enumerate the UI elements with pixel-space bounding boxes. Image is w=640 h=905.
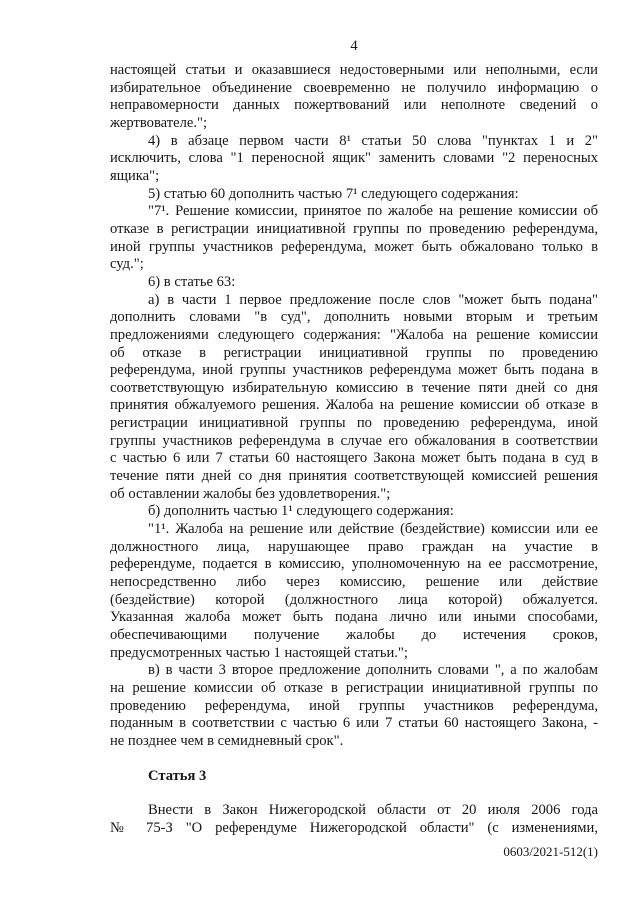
amendment-point-6 bbox=[110, 274, 598, 292]
text-line: суд."; bbox=[110, 256, 144, 273]
text-line: референдуме, подается в комиссию, уполномоченную на ее рассмотрение, bbox=[110, 556, 598, 573]
text-line: "7¹. Решение комиссии, принятое по жалобе на решение комиссии об bbox=[148, 203, 598, 220]
text-line: предусмотренных частью 1 настоящей статьи."; bbox=[110, 644, 408, 661]
text-line: отказе в регистрации инициативной группы по проведению референдума, bbox=[110, 220, 598, 237]
text-line: б) дополнить частью 1¹ следующего содержания: bbox=[148, 503, 454, 520]
text-line: об отказе в регистрации инициативной группы по проведению bbox=[110, 344, 598, 361]
text-line: группы участников референдума в случае его обжалования в соответствии bbox=[110, 432, 598, 449]
text-line: непосредственно либо через комиссию, решение или действие bbox=[110, 574, 598, 591]
paragraph-continuation bbox=[110, 62, 598, 133]
text-line: предложениями следующего содержания: "Жалоба на решение комиссии bbox=[110, 326, 598, 343]
page-number: 4 bbox=[350, 38, 358, 54]
quoted-part-7-1 bbox=[110, 203, 598, 274]
text-line: исключить, слова "1 переносной ящик" заменить словами "2 переносных bbox=[110, 150, 598, 167]
text-line: избирательное объединение своевременно не получило информацию о bbox=[110, 79, 598, 96]
text-line: регистрации инициативной группы по проведению референдума, иной bbox=[110, 415, 598, 432]
article-3-paragraph bbox=[110, 802, 598, 837]
document-body bbox=[110, 62, 598, 838]
subpoint-a bbox=[110, 292, 598, 504]
text-line: дополнить словами "в суд", дополнить новыми вторым и третьим bbox=[110, 309, 598, 326]
text-line: № 75-З "О референдуме Нижегородской области" (с изменениями, bbox=[110, 819, 598, 836]
text-line: об оставлении жалобы без удовлетворения."; bbox=[110, 485, 391, 502]
amendment-point-4 bbox=[110, 133, 598, 186]
text-line: 4) в абзаце первом части 8¹ статьи 50 слова "пунктах 1 и 2" bbox=[148, 132, 598, 149]
text-line: обеспечивающими получение жалобы до истечения сроков, bbox=[110, 627, 598, 643]
text-line: 5) статью 60 дополнить частью 7¹ следующего содержания: bbox=[148, 185, 519, 202]
text-line: неправомерности данных пожертвований или неполноте сведений о bbox=[110, 97, 598, 114]
text-line: с частью 6 или 7 статьи 60 настоящего Закона может быть подана в суд в bbox=[110, 450, 598, 467]
article-3-heading: Статья 3 bbox=[148, 767, 207, 784]
text-line: 6) в статье 63: bbox=[148, 273, 236, 290]
text-line: ящика"; bbox=[110, 167, 160, 184]
text-line: должностного лица, нарушающее право граждан на участие в bbox=[110, 538, 598, 555]
text-line: не позднее чем в семидневный срок". bbox=[110, 732, 344, 749]
subpoint-v bbox=[110, 662, 598, 750]
text-line: жертвователе."; bbox=[110, 114, 208, 131]
text-line: течение пяти дней со дня принятия соответствующей комиссией решения bbox=[110, 468, 598, 485]
text-line: референдума, иной группы участников референдума может быть подана в bbox=[110, 362, 598, 379]
text-line: (бездействие) которой (должностного лица которой) обжалуется. bbox=[110, 591, 598, 608]
text-line: а) в части 1 первое предложение после слов "может быть подана" bbox=[148, 291, 598, 308]
text-line: принятия обжалуемого решения. Жалоба на решение комиссии об отказе в bbox=[110, 397, 598, 414]
text-line: Внести в Закон Нижегородской области от 20 июля 2006 года bbox=[148, 802, 598, 819]
text-line: Указанная жалоба может быть подана лично или иными способами, bbox=[110, 609, 598, 626]
text-line: соответствующую избирательную комиссию в течение пяти дней со дня bbox=[110, 379, 598, 396]
text-line: поданным в соответствии с частью 6 или 7 статьи 60 настоящего Закона, - bbox=[110, 715, 598, 732]
quoted-part-1-1 bbox=[110, 521, 598, 662]
text-line: в) в части 3 второе предложение дополнить словами ", а по жалобам bbox=[148, 662, 598, 679]
text-line: иной группы участников референдума, может быть обжаловано только в bbox=[110, 238, 598, 255]
text-line: проведению референдума, иной группы участников референдума, bbox=[110, 697, 598, 714]
amendment-point-5 bbox=[110, 186, 598, 204]
subpoint-b bbox=[110, 503, 598, 521]
text-line: на решение комиссии об отказе в регистрации инициативной группы по bbox=[110, 679, 598, 696]
text-line: "1¹. Жалоба на решение или действие (бездействие) комиссии или ее bbox=[148, 521, 598, 538]
document-code: 0603/2021-512(1) bbox=[503, 844, 598, 859]
text-line: настоящей статьи и оказавшиеся недостоверными или неполными, если bbox=[110, 62, 598, 78]
